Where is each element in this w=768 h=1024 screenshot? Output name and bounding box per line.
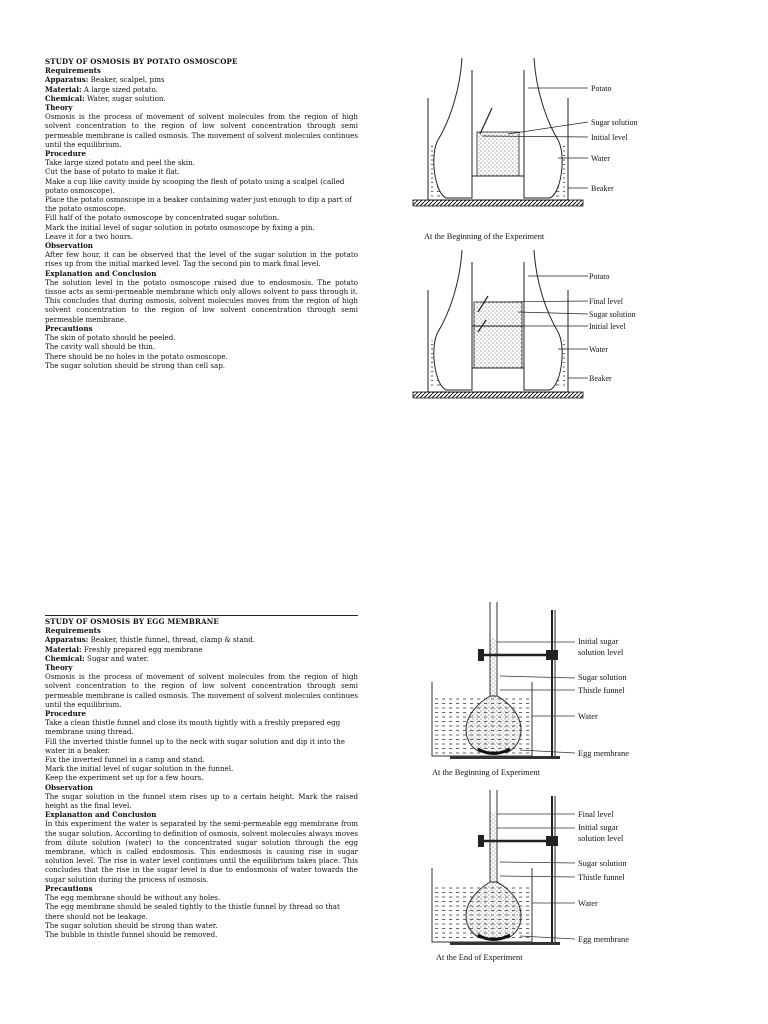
procedure-heading: Procedure [45, 149, 87, 159]
procedure-step: Fill half of the potato osmoscope by concentrated sugar solution. [45, 213, 280, 223]
section-egg-membrane [45, 615, 358, 939]
potato-wall-right [524, 58, 562, 198]
procedure-step: Take large sized potato and peel the skin. [45, 158, 195, 168]
apparatus-line [45, 635, 358, 644]
precautions-heading: Precautions [45, 323, 93, 333]
procedure-step: Mark the initial level of sugar solution in the funnel. [45, 764, 234, 774]
material-label: Material: [45, 644, 82, 654]
label-sugar-solution: Sugar solution [578, 859, 627, 868]
theory-text: Osmosis is the process of movement of solvent molecules from the region of high solvent concentration to the region of low solvent concentration through semi permeable membrane is called osmosis. The movement of solvent molecules continues until the equilibrium. [45, 112, 358, 149]
diagram-beginning [432, 602, 629, 777]
egg-membrane-figure [420, 598, 660, 968]
chemical-label: Chemical: [45, 653, 85, 663]
label-egg-membrane: Egg membrane [578, 935, 629, 944]
procedure-step: Cut the base of potato to make it flat. [45, 167, 180, 177]
section-title: STUDY OF OSMOSIS BY POTATO OSMOSCOPE [45, 57, 238, 66]
material-line [45, 85, 358, 94]
label-sugar-solution: Sugar solution [591, 118, 638, 127]
label-initial-level: Initial level [589, 322, 626, 331]
material-line [45, 645, 358, 654]
apparatus-label: Apparatus: [45, 75, 89, 85]
observation-heading: Observation [45, 241, 93, 251]
label-water: Water [578, 712, 598, 721]
procedure-step: Make a cup like cavity inside by scooping the flesh of potato using a scalpel (called potato osmoscope). [45, 176, 345, 195]
apparatus-label: Apparatus: [45, 635, 89, 645]
observation-heading: Observation [45, 782, 93, 792]
procedure-heading: Procedure [45, 709, 87, 719]
chemical-label: Chemical: [45, 93, 85, 103]
precaution-item: The egg membrane should be sealed tightly to the thistle funnel by thread so that there should not be leakage. [45, 902, 340, 921]
potato-osmoscope-figure [408, 50, 648, 402]
label-sugar-solution: Sugar solution [578, 673, 627, 682]
theory-text: Osmosis is the process of movement of solvent molecules from the region of high solvent concentration to the region of low solvent concentration through semi permeable membrane is called osmosis. The movement of solvent molecules continues until the equilibrium. [45, 672, 358, 709]
requirements-heading: Requirements [45, 626, 101, 636]
procedure-step: Leave it for a two hours. [45, 231, 134, 241]
label-thistle-funnel: Thistle funnel [578, 873, 625, 882]
label-water: Water [578, 899, 598, 908]
apparatus-value: Beaker, scalpel, pins [88, 75, 165, 85]
clamp-jaw [478, 649, 484, 661]
diagram-after [413, 250, 635, 398]
theory-heading: Theory [45, 663, 73, 673]
precautions-heading: Precautions [45, 883, 93, 893]
label-thistle-funnel: Thistle funnel [578, 686, 625, 695]
label-initial-sugar: Initial sugar [578, 823, 619, 832]
label-solution-level: solution level [578, 648, 624, 657]
potato-wall-right [524, 250, 562, 390]
caption-beginning: At the Beginning of Experiment [432, 768, 540, 777]
stand-base [450, 942, 560, 945]
label-potato: Potato [589, 272, 610, 281]
clamp-jaw [478, 835, 484, 847]
pin [480, 108, 492, 134]
material-label: Material: [45, 84, 82, 94]
apparatus-line [45, 75, 358, 84]
potato-wall-left [434, 58, 472, 198]
theory-heading: Theory [45, 103, 73, 113]
procedure-step: Mark the initial level of sugar solution in potato osmoscope by fixing a pin. [45, 222, 315, 232]
label-water: Water [591, 154, 610, 163]
observation-text: After few hour, it can be observed that the level of the sugar solution in the potato rises up from the initial marked level. Tag the second pin to mark final level. [45, 250, 358, 269]
procedure-step: Place the potato osmoscope in a beaker containing water just enough to dip a part of the potato osmoscope. [45, 195, 352, 214]
clamp-boss [546, 650, 558, 660]
chemical-value: Sugar and water. [84, 653, 149, 663]
explanation-heading: Explanation and Conclusion [45, 268, 157, 278]
precaution-item: The egg membrane should be without any holes. [45, 893, 221, 903]
stand-base [450, 756, 560, 759]
procedure-step: Fill the inverted thistle funnel up to the neck with sugar solution and dip it into the water in a beaker. [45, 736, 346, 755]
apparatus-value: Beaker, thistle funnel, thread, clamp & stand. [88, 635, 256, 645]
precaution-item: The sugar solution should be strong than water. [45, 920, 218, 930]
section-title: STUDY OF OSMOSIS BY EGG MEMBRANE [45, 617, 219, 626]
precaution-item: The sugar solution should be strong than cell sap. [45, 360, 226, 370]
explanation-heading: Explanation and Conclusion [45, 810, 157, 820]
label-initial-sugar: Initial sugar [578, 637, 619, 646]
label-solution-level: solution level [578, 834, 624, 843]
procedure-step: Take a clean thistle funnel and close its mouth tightly with a freshly prepared egg membrane using thread. [45, 718, 341, 737]
precaution-item: There should be no holes in the potato osmoscope. [45, 351, 228, 361]
procedure-step: Fix the inverted funnel in a camp and stand. [45, 755, 205, 765]
label-beaker: Beaker [589, 374, 612, 383]
sugar-column [490, 638, 497, 698]
observation-text: The sugar solution in the funnel stem rises up to a certain height. Mark the raised height as the final level. [45, 791, 358, 811]
procedure-step: Keep the experiment set up for a few hours. [45, 773, 204, 783]
chemical-value: Water, sugar solution. [84, 93, 166, 103]
caption-beginning: At the Beginning of the Experiment [424, 232, 545, 241]
label-water: Water [589, 345, 608, 354]
precaution-item: The bubble in thistle funnel should be removed. [45, 929, 218, 939]
explanation-text: In this experiment the water is separated by the semi-permeable egg membrane from the sugar solution. According to definition of osmosis, solvent molecules always moves from dilute solution (water) to the concentrated sugar solution through the egg membrane, which is called endosmosis. This endosmosis is causing rise in sugar solution level. The rise in water level continues until the equilibrium takes place. This concludes that the rise in the sugar level is due to endosmosis of water towards the sugar solution during the process of osmosis. [45, 819, 358, 884]
label-sugar-solution: Sugar solution [589, 310, 636, 319]
diagram-beginning [413, 58, 637, 241]
section-potato-osmoscope [45, 57, 358, 370]
label-potato: Potato [591, 84, 612, 93]
explanation-text: The solution level in the potato osmoscope raised due to endosmosis. The potato tissue acts as semi-permeable membrane which only allows solvent to pass through it. This concludes that during osmosis, solvent molecules moves from the region of high solvent concentration to the region of low solvent concentration through semi permeable membrane. [45, 277, 358, 324]
caption-end: At the End of Experiment [436, 953, 523, 962]
sugar-solution [474, 302, 522, 368]
chemical-line [45, 654, 358, 663]
clamp-boss [546, 836, 558, 846]
sugar-column [490, 812, 497, 884]
precaution-item: The cavity wall should be thin. [45, 342, 156, 352]
requirements-heading: Requirements [45, 66, 101, 76]
label-final-level: Final level [589, 297, 623, 306]
diagram-end [432, 790, 629, 962]
sugar-solution [477, 132, 519, 176]
potato-wall-left [434, 250, 472, 390]
chemical-line [45, 94, 358, 103]
material-value: Freshly prepared egg membrane [81, 644, 203, 654]
bench [413, 392, 583, 398]
precaution-item: The skin of potato should be peeled. [45, 333, 176, 343]
label-beaker: Beaker [591, 184, 614, 193]
material-value: A large sized potato. [81, 84, 158, 94]
label-initial-level: Initial level [591, 133, 628, 142]
bench [413, 200, 583, 206]
label-final-level: Final level [578, 810, 614, 819]
label-egg-membrane: Egg membrane [578, 749, 629, 758]
